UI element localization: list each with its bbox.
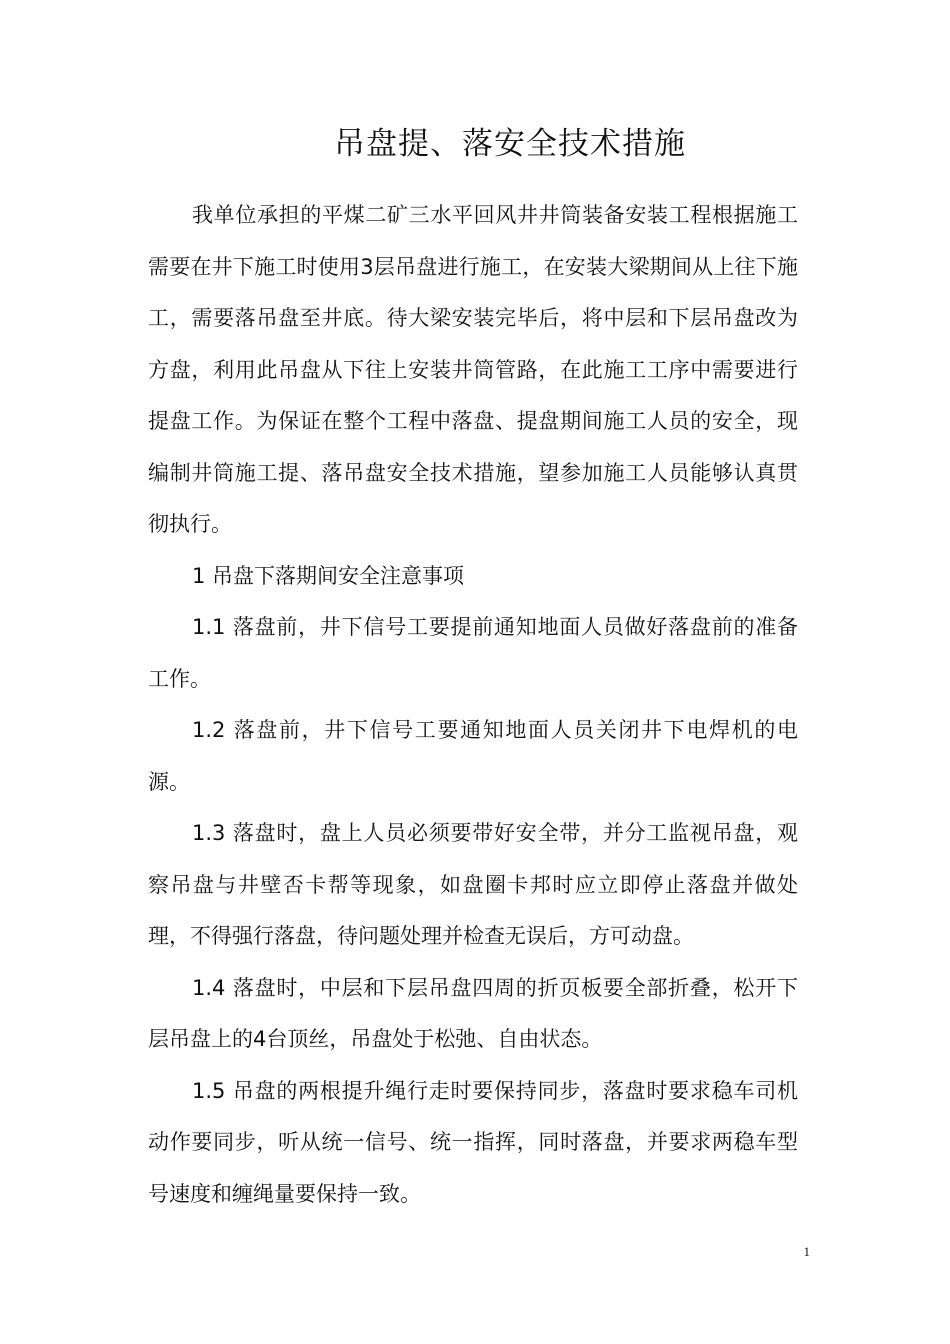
section-heading: 1 吊盘下落期间安全注意事项 <box>192 563 465 588</box>
clause-1-4: 1.4 落盘时，中层和下层吊盘四周的折页板要全部折叠，松开下层吊盘上的4台顶丝，吊盘处于松弛、自由状态。 <box>148 975 798 1051</box>
page-number: 1 <box>803 1244 810 1259</box>
document-title: 吊盘提、落安全技术措施 <box>334 126 686 162</box>
clause-1-5: 1.5 吊盘的两根提升绳行走时要保持同步，落盘时要求稳车司机动作要同步，听从统一信号、统一指挥，同时落盘，并要求两稳车型号速度和缠绳量要保持一致。 <box>148 1078 798 1206</box>
clause-1-1: 1.1 落盘前，井下信号工要提前通知地面人员做好落盘前的准备工作。 <box>148 615 798 691</box>
document-body <box>148 190 798 1220</box>
clause-1-3: 1.3 落盘时，盘上人员必须要带好安全带，并分工监视吊盘，观察吊盘与井壁否卡帮等现象，如盘圈卡邦时应立即停止落盘并做处理，不得强行落盘，待问题处理并检查无误后，方可动盘。 <box>148 821 798 948</box>
clause-1-2: 1.2 落盘前，井下信号工要通知地面人员关闭井下电焊机的电源。 <box>148 718 798 794</box>
intro-paragraph: 我单位承担的平煤二矿三水平回风井井筒装备安装工程根据施工需要在井下施工时使用3层吊盘进行施工，在安装大梁期间从上往下施工，需要落吊盘至井底。待大梁安装完毕后，将中层和下层吊盘改为方盘，利用此吊盘从下往上安装井筒管路，在此施工工序中需要进行提盘工作。为保证在整个工程中落盘、提盘期间施工人员的安全，现编制井筒施工提、落吊盘安全技术措施，望参加施工人员能够认真贯彻执行。 <box>148 203 798 536</box>
